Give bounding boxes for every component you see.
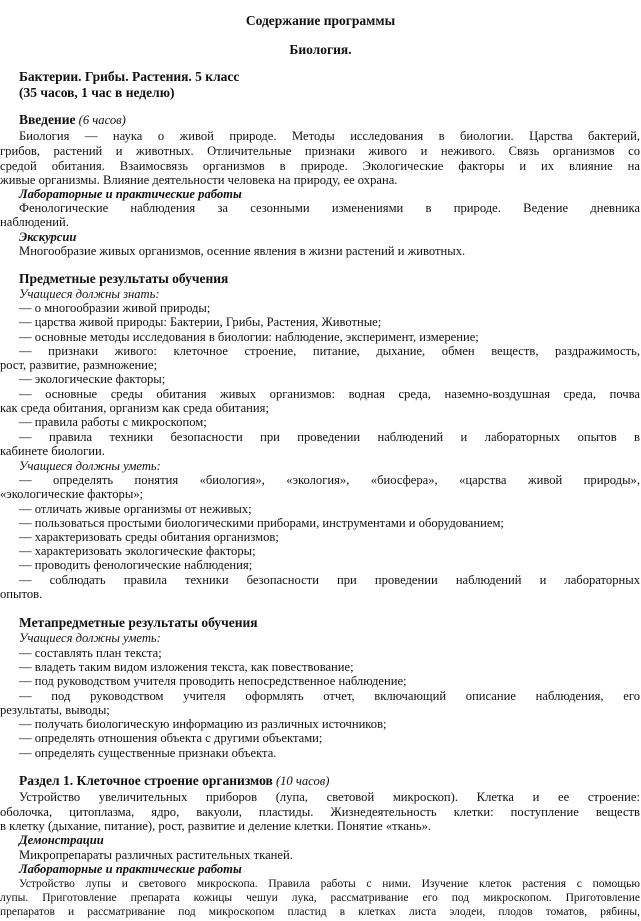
meta-item: — получать биологическую информацию из различных источников; — [19, 717, 387, 731]
meta-item: — владеть таким видом изложения текста, как повествование; — [19, 660, 354, 674]
know-item: — основные среды обитания живых организмов: водная среда, наземно-воздушная среда, почва — [19, 387, 640, 401]
know-item: как среда обитания, организм как среда обитания; — [0, 401, 269, 415]
page-title: Содержание программы — [245, 13, 396, 28]
know-item: — признаки живого: клеточное строение, питание, дыхание, обмен веществ, раздражимость, — [19, 344, 640, 358]
meta-item: — под руководством учителя оформлять отчет, включающий описание наблюдения, его — [19, 689, 640, 703]
course-hours: (35 часов, 1 час в неделю) — [19, 85, 175, 100]
intro-heading-line — [19, 113, 126, 127]
can-item: — соблюдать правила техники безопасности при проведении наблюдений и лабораторных — [19, 573, 640, 587]
meta-can-label: Учащиеся должны уметь: — [19, 631, 161, 645]
section1-demo-heading: Демонстрации — [19, 833, 104, 847]
intro-excursion-line: Многообразие живых организмов, осенние явления в жизни растений и животных. — [19, 244, 466, 258]
can-item: — отличать живые организмы от неживых; — [19, 502, 252, 516]
meta-item: — определять отношения объекта с другими объектами; — [19, 731, 323, 745]
meta-item: результаты, выводы; — [0, 703, 110, 717]
intro-excursion-heading: Экскурсии — [19, 230, 77, 244]
subject-title: Биология. — [289, 42, 352, 57]
section1-text-line: в клетку (дыхание, питание), рост, развитие и деление клетки. Понятие «ткань». — [0, 819, 432, 833]
section1-lab-line: Устройство лупы и светового микроскопа. Правила работы с ними. Изучение клеток растения с помощью — [19, 878, 640, 890]
intro-hours: (6 часов) — [78, 113, 126, 127]
know-item: — правила техники безопасности при проведении наблюдений и лабораторных опытов в — [19, 430, 640, 444]
know-item: — экологические факторы; — [19, 372, 166, 386]
intro-text-line: живые организмы. Влияние деятельности человека на природу, ее охрана. — [0, 173, 398, 187]
know-item: — о многообразии живой природы; — [19, 301, 211, 315]
know-item: кабинете биологии. — [0, 444, 105, 458]
subject-results-heading: Предметные результаты обучения — [19, 271, 229, 286]
intro-lab-line: наблюдений. — [0, 215, 69, 229]
section1-text-line: оболочка, цитоплазма, ядро, вакуоли, пластиды. Жизнедеятельность клетки: поступление веществ — [0, 805, 640, 819]
section1-lab-line: препаратов и рассматривание под микроскопом пластид в клетках листа элодеи, плодов томатов, рябины, — [0, 906, 640, 918]
intro-text-line: средой обитания. Взаимосвязь организмов в природе. Экологические факторы и их влияние на — [0, 159, 640, 173]
section1-lab-heading: Лабораторные и практические работы — [19, 862, 242, 876]
intro-text-line: Биология — наука о живой природе. Методы исследования в биологии. Царства бактерий, — [19, 129, 640, 143]
section1-demo-line: Микропрепараты различных растительных тканей. — [19, 848, 293, 862]
intro-lab-line: Фенологические наблюдения за сезонными изменениями в природе. Ведение дневника — [19, 201, 640, 215]
can-label: Учащиеся должны уметь: — [19, 459, 161, 473]
section1-hours: (10 часов) — [275, 774, 330, 788]
meta-item: — под руководством учителя проводить непосредственное наблюдение; — [19, 674, 407, 688]
can-item: — характеризовать экологические факторы; — [19, 544, 256, 558]
meta-item: — определять существенные признаки объекта. — [19, 746, 277, 760]
intro-text-line: грибов, растений и животных. Отличительные признаки живого и неживого. Связь организмов со — [0, 144, 640, 158]
can-item: — пользоваться простыми биологическими приборами, инструментами и оборудованием; — [19, 516, 504, 530]
can-item: — проводить фенологические наблюдения; — [19, 558, 253, 572]
can-item: — характеризовать среды обитания организмов; — [19, 530, 279, 544]
can-item: опытов. — [0, 587, 43, 601]
know-label: Учащиеся должны знать: — [19, 287, 160, 301]
meta-item: — составлять план текста; — [19, 646, 162, 660]
know-item: — основные методы исследования в биологии: наблюдение, эксперимент, измерение; — [19, 330, 479, 344]
section1-heading: Раздел 1. Клеточное строение организмов — [19, 773, 273, 788]
section1-lab-line: лупы. Приготовление препарата кожицы чешуи лука, рассматривание его под микроскопом. Приготовление — [0, 892, 640, 904]
intro-heading: Введение — [19, 112, 76, 127]
intro-lab-heading: Лабораторные и практические работы — [19, 187, 242, 201]
section1-text-line: Устройство увеличительных приборов (лупа, световой микроскоп). Клетка и ее строение: — [19, 790, 640, 804]
know-item: рост, развитие, размножение; — [0, 358, 158, 372]
course-title: Бактерии. Грибы. Растения. 5 класс — [19, 69, 240, 84]
section1-heading-line — [19, 774, 329, 788]
meta-results-heading: Метапредметные результаты обучения — [19, 615, 258, 630]
can-item: — определять понятия «биология», «экология», «биосфера», «царства живой природы», — [19, 473, 640, 487]
can-item: «экологические факторы»; — [0, 487, 144, 501]
know-item: — царства живой природы: Бактерии, Грибы, Растения, Животные; — [19, 315, 382, 329]
know-item: — правила работы с микроскопом; — [19, 415, 207, 429]
